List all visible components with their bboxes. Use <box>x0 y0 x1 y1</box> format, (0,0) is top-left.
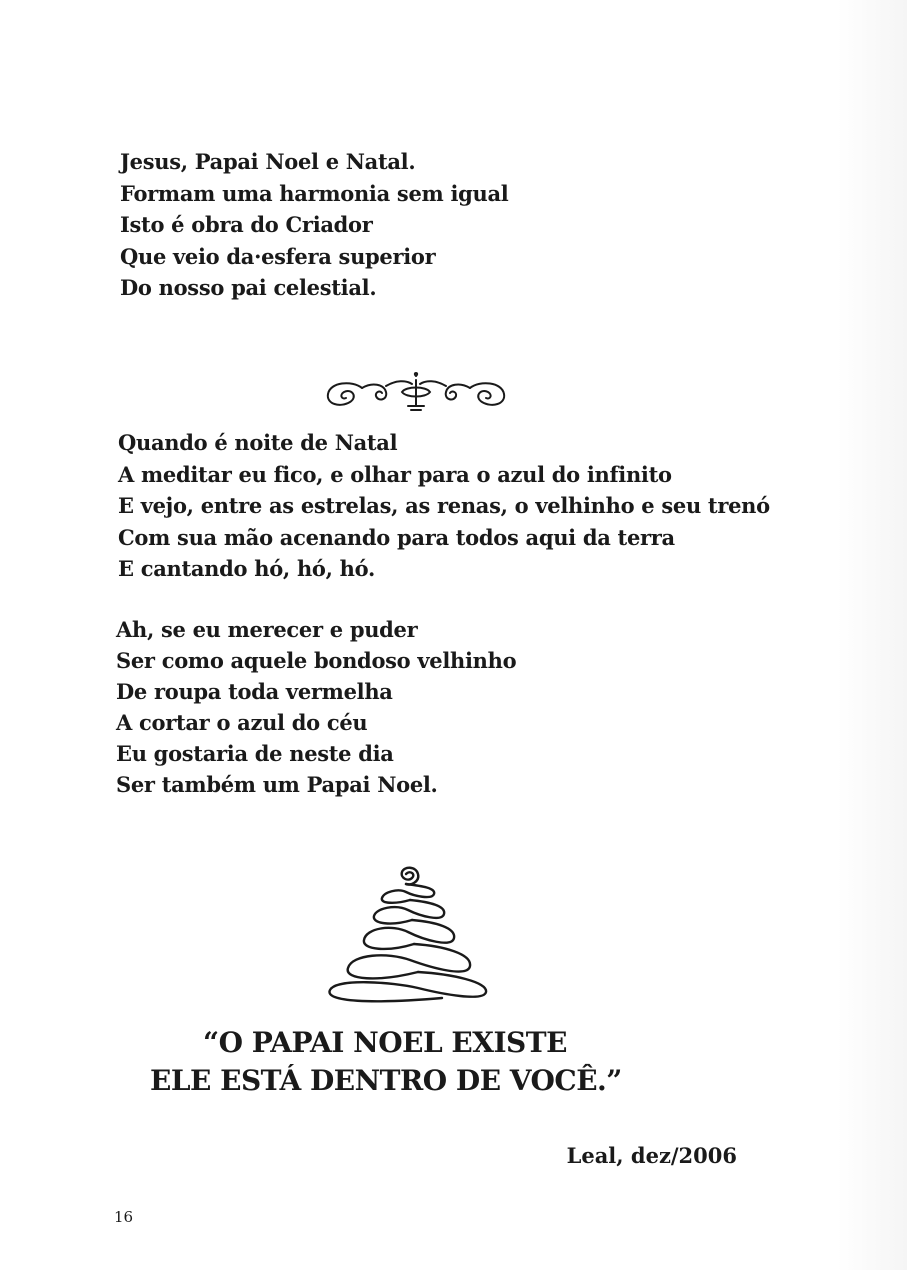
poem-stanza-1 <box>120 146 508 304</box>
closing-quote <box>150 1024 620 1100</box>
poem-line: Quando é noite de Natal <box>118 430 398 455</box>
poem-line: Que veio da·esfera superior <box>120 243 436 269</box>
poem-line: Isto é obra do Criador <box>120 212 373 237</box>
swirl-christmas-tree-icon <box>322 866 494 1006</box>
poem-line: De roupa toda vermelha <box>116 679 393 704</box>
poem-line: Ah, se eu merecer e puder <box>116 617 418 642</box>
poem-line: Do nosso pai celestial. <box>120 275 377 300</box>
poem-line: Com sua mão acenando para todos aqui da terra <box>118 524 675 550</box>
quote-line: ELE ESTÁ DENTRO DE VOCÊ.” <box>150 1064 622 1097</box>
poem-stanza-2 <box>118 427 770 585</box>
poem-line: E cantando hó, hó, hó. <box>118 556 375 581</box>
author-signature: Leal, dez/2006 <box>566 1143 737 1168</box>
poem-line: Formam uma harmonia sem igual <box>120 180 509 206</box>
poem-line: Eu gostaria de neste dia <box>116 741 394 766</box>
poem-line: A meditar eu fico, e olhar para o azul do infinito <box>118 461 672 487</box>
poem-stanza-3 <box>116 614 516 800</box>
page-number: 16 <box>114 1208 134 1226</box>
page-edge-shadow <box>837 0 907 1270</box>
scroll-flourish-icon <box>322 370 510 414</box>
poem-line: A cortar o azul do céu <box>116 710 368 735</box>
poem-line: Jesus, Papai Noel e Natal. <box>120 149 416 174</box>
quote-line: “O PAPAI NOEL EXISTE <box>203 1026 567 1059</box>
poem-line: Ser também um Papai Noel. <box>116 772 438 797</box>
poem-line: E vejo, entre as estrelas, as renas, o velhinho e seu trenó <box>118 493 770 518</box>
poem-line: Ser como aquele bondoso velhinho <box>116 648 517 673</box>
